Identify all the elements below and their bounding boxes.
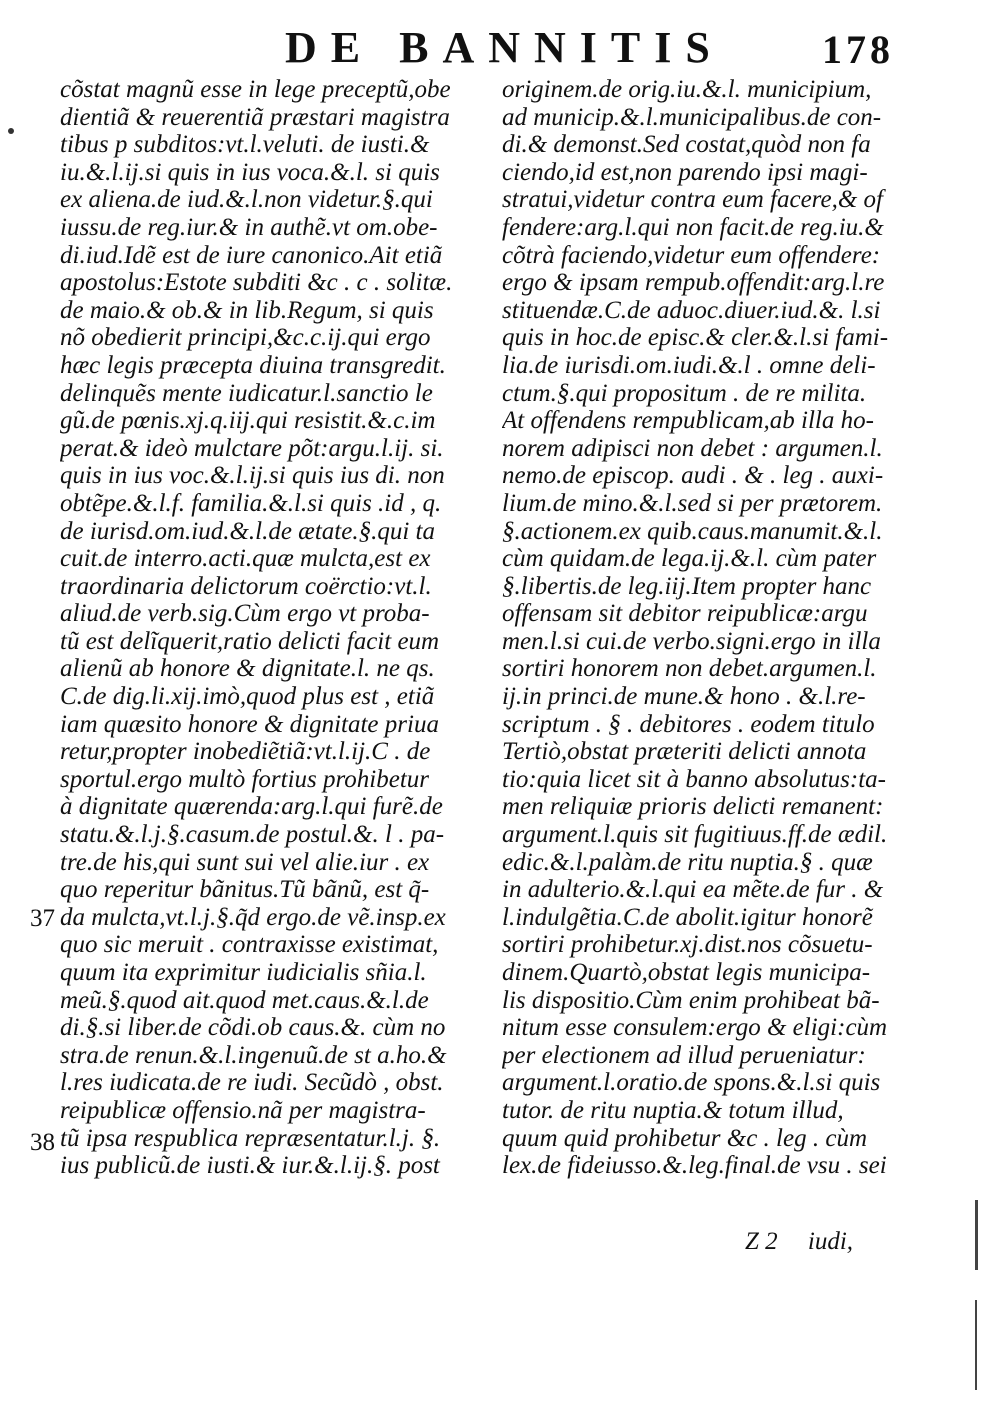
text-line: Tertiò,obstat præteriti delicti annota (502, 738, 867, 766)
text-line: aliud.de verb.sig.Cùm ergo vt proba- (60, 600, 430, 628)
text-line: à dignitate quærenda:arg.l.qui furẽ.de (60, 793, 443, 821)
text-line: alienũ ab honore & dignitate.l. ne qs. (60, 655, 435, 683)
text-line: gũ.de pœnis.xj.q.iij.qui resistit.&.c.im (60, 407, 436, 435)
text-line: hæc legis præcepta diuina transgredit. (60, 351, 446, 379)
text-line: ciendo,id est,non parendo ipsi magi- (502, 158, 868, 186)
text-line: quis in hoc.de episc.& cler.&.l.si fami- (502, 324, 889, 352)
text-line: quum quid prohibetur &c . leg . cùm (502, 1124, 868, 1152)
text-line: meũ.§.quod ait.quod met.caus.&.l.de (60, 986, 429, 1014)
text-line: At offendens rempublicam,ab illa ho- (502, 407, 874, 435)
text-line: tio:quia licet sit à banno absolutus:ta- (502, 765, 887, 793)
text-line: obtẽpe.&.l.f. familia.&.l.si quis .id , q. (60, 489, 442, 517)
text-line: ij.in princi.de mune.& hono . &.l.re- (502, 683, 866, 711)
text-line: per electionem ad illud perueniatur: (502, 1041, 866, 1069)
text-line: de maio.& ob.& in lib.Regum, si quis (60, 296, 434, 324)
text-line: quo reperitur bãnitus.Tũ bãnũ, est q̃- (60, 876, 430, 904)
text-line: cuit.de interro.acti.quæ mulcta,est ex (60, 545, 431, 573)
text-line: cõstat magnũ esse in lege preceptũ,obe (60, 76, 451, 103)
text-line: §.libertis.de leg.iij.Item propter hanc (502, 572, 872, 600)
text-line: nõ obedierit principi,&c.c.ij.qui ergo (60, 324, 431, 352)
text-line: delinquẽs mente iudicatur.l.sanctio le (60, 379, 433, 407)
text-line: iussu.de reg.iur.& in authẽ.vt om.obe- (60, 213, 438, 241)
text-line: offensam sit debitor reipublicæ:argu (502, 600, 868, 628)
text-line: stra.de renun.&.l.ingenuũ.de st a.ho.& (60, 1041, 447, 1069)
text-line: di.& demonst.Sed costat,quòd non fa (502, 131, 871, 159)
text-line: statu.&.l.j.§.casum.de postul.&. l . pa- (60, 821, 445, 849)
text-line: fendere:arg.l.qui non facit.de reg.iu.& (502, 213, 884, 241)
text-line: di.iud.Idẽ est de iure canonico.Ait etiã (60, 241, 443, 269)
page-edge-rule (975, 1300, 977, 1390)
text-line: sortiri honorem non debet.argumen.l. (502, 655, 877, 683)
right-text-column (502, 76, 910, 1180)
text-line: in adulterio.&.l.qui ea mẽte.de fur . & (502, 876, 884, 904)
text-line: lex.de fideiusso.&.leg.final.de vsu . sei (502, 1152, 887, 1180)
text-line: nemo.de episcop. audi . & . leg . auxi- (502, 462, 884, 490)
text-line: argument.l.oratio.de spons.&.l.si quis (502, 1069, 881, 1097)
margin-dot-mark (8, 128, 14, 134)
text-line: men.l.si cui.de verbo.signi.ergo in illa (502, 627, 881, 655)
text-line: lium.de mino.&.l.sed si per prætorem. (502, 489, 883, 517)
text-line: ex aliena.de iud.&.l.non videtur.§.qui (60, 186, 433, 214)
running-head-title: DE BANNITIS (285, 23, 724, 72)
text-line: ctum.§.qui propositum . de re milita. (502, 379, 867, 407)
text-line: norem adipisci non debet : argumen.l. (502, 434, 883, 462)
text-line: l.res iudicata.de re iudi. Secũdò , obst. (60, 1069, 444, 1097)
text-line: ad municip.&.l.municipalibus.de con- (502, 103, 882, 131)
text-line: da mulcta,vt.l.j.§.q̃d ergo.de vẽ.insp.ex (60, 903, 446, 931)
text-line: traordinaria delictorum coërctio:vt.l. (60, 572, 432, 600)
text-line: C.de dig.li.xij.imò,quod plus est , etiã (60, 683, 435, 711)
text-line: de iurisd.om.iud.&.l.de ætate.§.qui ta (60, 517, 435, 545)
text-line: scriptum . § . debitores . eodem titulo (502, 710, 875, 738)
folio-number: 178 (822, 27, 894, 72)
catchword-line (745, 1228, 877, 1256)
text-line: lia.de iurisdi.om.iudi.&.l . omne deli- (502, 351, 876, 379)
marginal-number-37: 37 (30, 905, 55, 932)
text-line: nitum esse consulem:ergo & eligi:cùm (502, 1014, 888, 1042)
text-line: cùm quidam.de lega.ij.&.l. cùm pater (502, 545, 877, 573)
catchword: iudi, (807, 1228, 854, 1255)
text-line: tibus p subditos:vt.l.veluti. de iusti.& (60, 131, 430, 159)
text-line: tũ est delĩquerit,ratio delicti facit eum (60, 627, 440, 655)
signature-mark: Z 2 (745, 1228, 778, 1255)
text-line: dinem.Quartò,obstat legis municipa- (502, 959, 871, 986)
text-line: tũ ipsa respublica repræsentatur.l.j. §. (60, 1124, 441, 1152)
left-text-column (60, 76, 465, 1180)
text-line: l.indulgẽtia.C.de abolit.igitur honorẽ (502, 903, 873, 931)
text-line: edic.&.l.palàm.de ritu nuptia.§ . quæ (502, 848, 873, 876)
text-line: stratui,videtur contra eum facere,& of (502, 186, 883, 214)
text-line: apostolus:Estote subditi &c . c . solitæ. (60, 269, 453, 297)
text-line: retur,propter inobediẽtiã:vt.l.ij.C . de (60, 738, 431, 766)
text-line: iu.&.l.ij.si quis in ius voca.&.l. si quis (60, 158, 440, 186)
page-edge-rule (975, 1200, 978, 1270)
text-line: cõtrà faciendo,videtur eum offendere: (502, 241, 881, 269)
text-line: quis in ius voc.&.l.ij.si quis ius di. non (60, 462, 445, 490)
text-line: perat.& ideò mulctare põt:argu.l.ij. si. (60, 434, 444, 462)
text-line: di.§.si liber.de cõdi.ob caus.&. cùm no (60, 1014, 446, 1042)
text-line: tutor. de ritu nuptia.& totum illud, (502, 1096, 844, 1124)
text-line: §.actionem.ex quib.caus.manumit.&.l. (502, 517, 883, 545)
text-line: iam quæsito honore & dignitate priua (60, 710, 439, 738)
text-line: tre.de his,qui sunt sui vel alie.iur . ex (60, 848, 430, 876)
text-line: ius publicũ.de iusti.& iur.&.l.ij.§. post (60, 1152, 440, 1180)
text-line: ergo & ipsam rempub.offendit:arg.l.re (502, 269, 885, 297)
text-line: originem.de orig.iu.&.l. municipium, (502, 76, 872, 103)
text-line: argument.l.quis sit fugitiuus.ff.de ædil. (502, 821, 888, 849)
text-line: lis dispositio.Cùm enim prohibeat bã- (502, 986, 880, 1014)
text-line: stituendæ.C.de aduoc.diuer.iud.&. l.si (502, 296, 881, 324)
text-line: quo sic meruit . contraxisse existimat, (60, 931, 439, 959)
text-line: reipublicæ offensio.nã per magistra- (60, 1096, 426, 1124)
text-line: sportul.ergo multò fortius prohibetur (60, 765, 430, 793)
text-line: men reliquiæ prioris delicti remanent: (502, 793, 884, 821)
text-line: dientiã & reuerentiã præstari magistra (60, 103, 450, 131)
marginal-number-38: 38 (30, 1129, 55, 1156)
text-line: sortiri prohibetur.xj.dist.nos cõsuetu- (502, 931, 873, 959)
text-line: quum ita exprimitur iudicialis sñia.l. (60, 959, 427, 986)
